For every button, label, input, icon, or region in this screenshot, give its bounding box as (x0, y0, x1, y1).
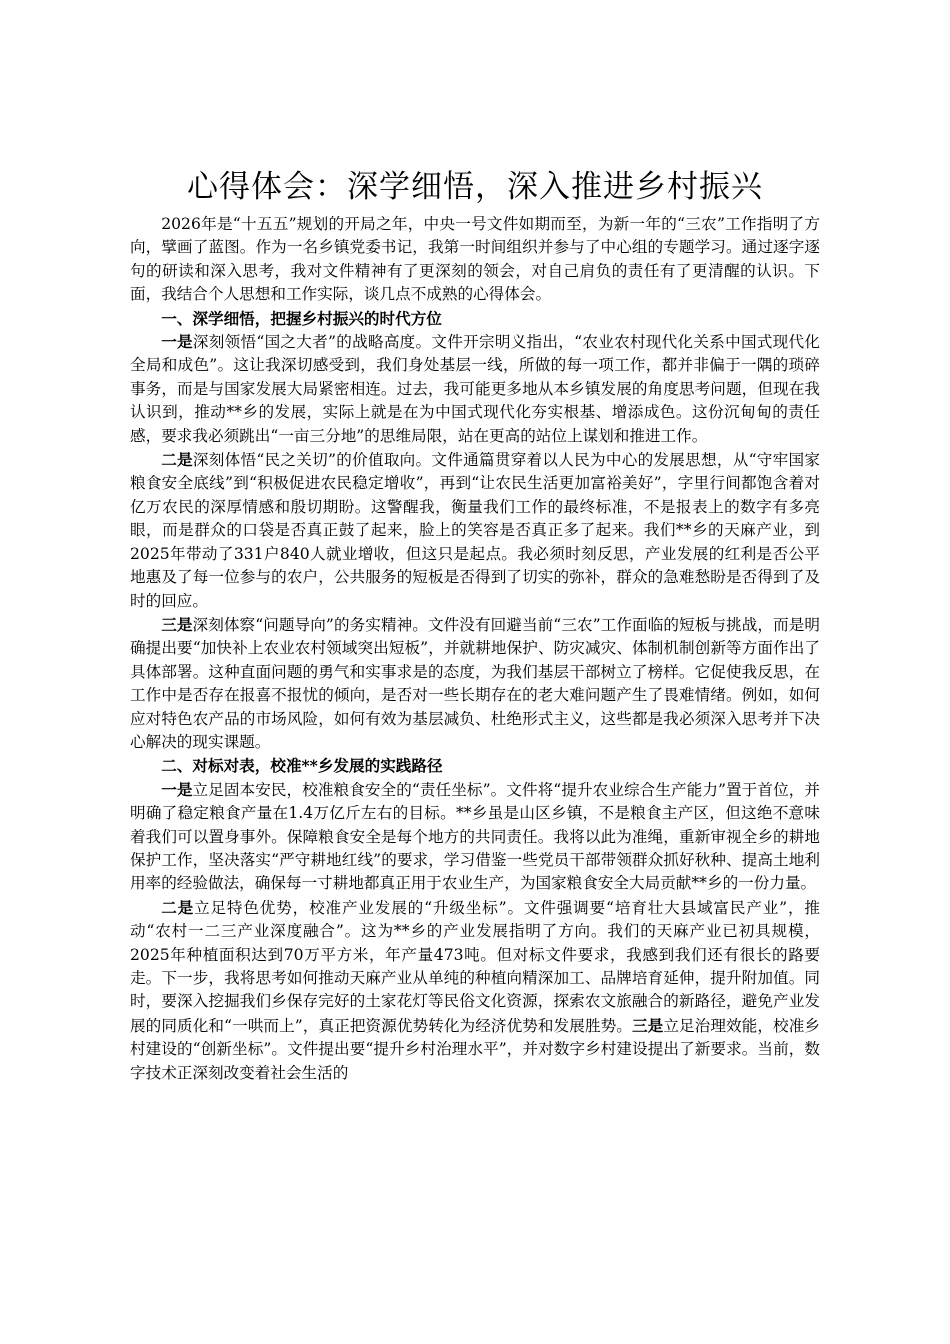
paragraph-text: 深刻体察“问题导向”的务实精神。文件没有回避当前“三农”工作面临的短板与挑战，而是明确提出要“加快补上农业农村领域突出短板”，并就耕地保护、防灾减灾、体制机制创新等方面作出了具体部署。这种直面问题的勇气和实事求是的态度，为我们基层干部树立了榜样。它促使我反思，在工作中是否存在报喜不报忧的倾向，是否对一些长期存在的老大难问题产生了畏难情绪。例如，如何应对特色农产品的市场风险，如何有效为基层减负、杜绝形式主义，这些都是我必须深入思考并下决心解决的现实课题。 (130, 615, 820, 751)
document-title: 心得体会：深学细悟，深入推进乡村振兴 (187, 169, 763, 205)
paragraph-lead: 三是 (631, 1015, 664, 1035)
paragraph-text: 立足固本安民，校准粮食安全的“责任坐标”。文件将“提升农业综合生产能力”置于首位，并明确了稳定粮食产量在1.4万亿斤左右的目标。**乡虽是山区乡镇，不是粮食主产区，但这绝不意味着我们可以置身事外。保障粮食安全是每个地方的共同责任。我将以此为准绳，重新审视全乡的耕地保护工作，坚决落实“严守耕地红线”的要求，学习借鉴一些党员干部带领群众抓好秋种、提高土地利用率的经验做法，确保每一寸耕地都真正用于农业生产，为国家粮食安全大局贡献**乡的一份力量。 (130, 780, 820, 893)
paragraph-text: 深刻领悟“国之大者”的战略高度。文件开宗明义指出，“农业农村现代化关系中国式现代化全局和成色”。这让我深切感受到，我们身处基层一线，所做的每一项工作，都并非偏于一隅的琐碎事务，而是与国家发展大局紧密相连。过去，我可能更多地从本乡镇发展的角度思考问题，但现在我认识到，推动**乡的发展，实际上就是在为中国式现代化夯实根基、增添成色。这份沉甸甸的责任感，要求我必须跳出“一亩三分地”的思维局限，站在更高的站位上谋划和推进工作。 (130, 333, 820, 445)
section-2-heading: 二、对标对表，校准**乡发展的实践路径 (161, 756, 443, 776)
section-1-paragraph-1 (130, 330, 820, 448)
paragraph-text: 立足特色优势，校准产业发展的“升级坐标”。文件强调要“培育壮大县域富民产业”，推动“农村一二三产业深度融合”。这为**乡的产业发展指明了方向。我们的天麻产业已初具规模，2025年种植面积达到70万平方米，年产量473吨。但对标文件要求，我感到我们还有很长的路要走。下一步，我将思考如何推动天麻产业从单纯的种植向精深加工、品牌培育延伸，提升附加值。同时，要深入挖掘我们乡保存完好的土家花灯等民俗文化资源，探索农文旅融合的新路径，避免产业发展的同质化和“一哄而上”，真正把资源优势转化为经济优势和发展胜势。 (130, 898, 820, 1035)
section-1-heading: 一、深学细悟，把握乡村振兴的时代方位 (161, 308, 442, 328)
paragraph-text: 深刻体悟“民之关切”的价值取向。文件通篇贯穿着以人民为中心的发展思想，从“守牢国家粮食安全底线”到“积极促进农民稳定增收”，再到“让农民生活更加富裕美好”，字里行间都饱含着对亿万农民的深厚情感和殷切期盼。这警醒我，衡量我们工作的最终标准，不是报表上的数字有多亮眼，而是群众的口袋是否真正鼓了起来，脸上的笑容是否真正多了起来。我们**乡的天麻产业，到2025年带动了331户840人就业增收，但这只是起点。我必须时刻反思，产业发展的红利是否公平地惠及了每一位参与的农户，公共服务的短板是否得到了切实的弥补，群众的急难愁盼是否得到了及时的回应。 (130, 451, 820, 610)
intro-paragraph: 2026年是“十五五”规划的开局之年，中央一号文件如期而至，为新一年的“三农”工作指明了方向，擘画了蓝图。作为一名乡镇党委书记，我第一时间组织并参与了中心组的专题学习。通过逐字逐句的研读和深入思考，我对文件精神有了更深刻的领会，对自己肩负的责任有了更清醒的认识。下面，我结合个人思想和工作实际，谈几点不成熟的心得体会。 (130, 215, 820, 304)
section-2-paragraph-2 (130, 896, 820, 1085)
paragraph-lead: 二是 (161, 897, 195, 917)
paragraph-text: 立足治理效能，校准乡村建设的“创新坐标”。文件提出要“提升乡村治理水平”，并对数字乡村建设提出了新要求。当前，数字技术正深刻改变着社会生活的 (130, 1016, 820, 1082)
paragraph-lead: 三是 (161, 614, 193, 634)
section-2-paragraph-1 (130, 778, 820, 896)
document-page (130, 165, 820, 1085)
paragraph-lead: 二是 (161, 450, 193, 470)
paragraph-lead: 一是 (161, 332, 193, 352)
section-1-paragraph-3 (130, 613, 820, 754)
section-1-paragraph-2 (130, 448, 820, 613)
paragraph-lead: 一是 (161, 779, 193, 799)
